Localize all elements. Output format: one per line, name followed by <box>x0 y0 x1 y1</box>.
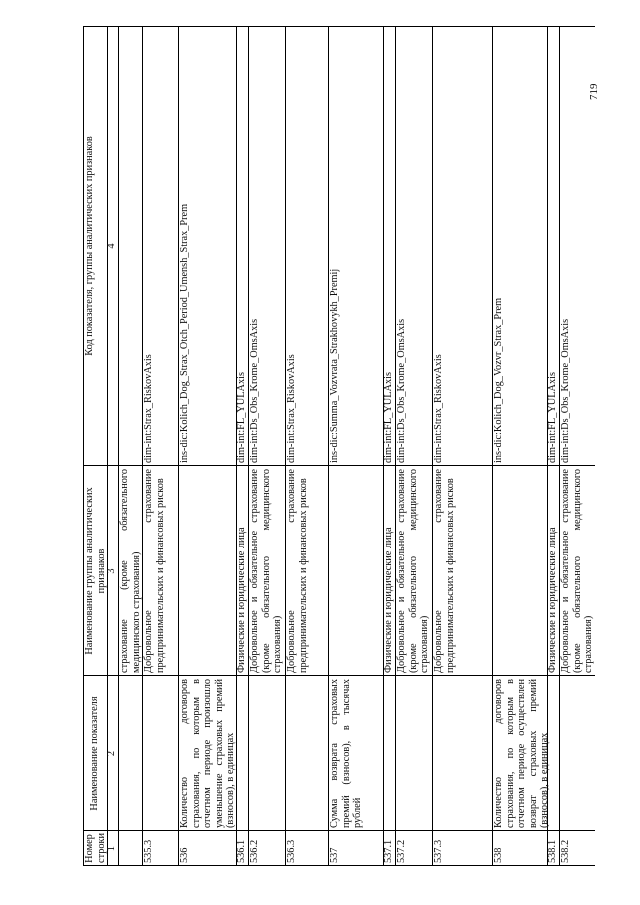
header-indicator-name: Наименование показателя <box>89 696 100 811</box>
group-name: Добровольное страхование предпринимательских и финансовых рисков <box>433 469 456 673</box>
group-name: страхование (кроме обязательного медицинского страхования) <box>119 469 142 673</box>
row-number: 536.1 <box>236 839 247 863</box>
column-number-2: 2 <box>106 750 117 757</box>
group-name: Физические и юридические лица <box>236 527 247 673</box>
column-number-4: 4 <box>106 243 117 249</box>
group-name: Добровольное и обязательное страхование (кроме обязательного медицинского страхования) <box>560 469 594 673</box>
table-row <box>118 26 143 866</box>
indicator-code: dim-int:FL_YULAxis <box>547 372 558 463</box>
row-number: 538.1 <box>547 839 558 863</box>
header-row-number: Номер строки <box>84 832 107 863</box>
column-border <box>83 26 595 27</box>
indicator-table <box>83 26 595 866</box>
indicator-code: ins-dic:Summa_Vozvrata_Strakhovykh_Premij <box>329 268 340 463</box>
indicator-name <box>142 676 178 831</box>
table-row <box>142 26 179 866</box>
indicator-name <box>383 676 395 831</box>
group-name: Добровольное страхование предпринимательских и финансовых рисков <box>286 469 309 673</box>
indicator-code: ins-dic:Kolich_Dog_Vozvr_Strax_Prem <box>493 297 504 463</box>
group-name <box>492 466 547 676</box>
indicator-name <box>559 676 595 831</box>
indicator-code: dim-int:Ds_Obs_Krome_OmsAxis <box>249 318 260 463</box>
indicator-code: dim-int:FL_YULAxis <box>236 372 247 463</box>
table-row <box>395 26 433 866</box>
group-name <box>178 466 236 676</box>
indicator-name <box>395 676 432 831</box>
column-number-1: 1 <box>106 845 117 852</box>
indicator-code: ins-dic:Kolich_Dog_Strax_Otch_Period_Umensh_Strax_Prem <box>179 203 190 463</box>
table-top-border <box>83 26 84 866</box>
indicator-code: dim-int:Strax_RiskovAxis <box>286 354 297 463</box>
row-number: 535.3 <box>143 839 154 863</box>
table-row <box>559 26 595 866</box>
indicator-name <box>118 676 142 831</box>
group-name: Добровольное и обязательное страхование (кроме обязательного медицинского страхования) <box>249 469 283 673</box>
row-number: 536.3 <box>286 839 297 863</box>
row-number: 536.2 <box>249 839 260 863</box>
indicator-name <box>236 676 248 831</box>
indicator-code: dim-int:Ds_Obs_Krome_OmsAxis <box>560 318 571 463</box>
row-number: 538.2 <box>560 839 571 863</box>
indicator-name <box>547 676 559 831</box>
table-row <box>432 26 493 866</box>
table-row <box>328 26 384 866</box>
row-number: 537 <box>329 847 340 863</box>
group-name: Физические и юридические лица <box>547 527 558 673</box>
header-group-name: Наименование группы аналитических признаков <box>84 487 107 655</box>
indicator-code <box>118 26 142 466</box>
group-name <box>328 466 383 676</box>
table-rotation-frame <box>83 26 595 866</box>
table-header-row <box>83 26 108 866</box>
row-number: 537.3 <box>433 839 444 863</box>
indicator-name: Количество договоров страхования, по которым в отчетном периоде произошло уменьшение страховых премий (взносов), в единицах <box>179 679 236 828</box>
row-number <box>118 831 142 866</box>
column-border <box>83 675 595 676</box>
page-number: 719 <box>588 83 600 100</box>
column-number-3: 3 <box>106 568 117 574</box>
indicator-name <box>248 676 285 831</box>
indicator-code: dim-int:Strax_RiskovAxis <box>433 354 444 463</box>
indicator-code: dim-int:FL_YULAxis <box>383 372 394 463</box>
table-row <box>492 26 548 866</box>
indicator-name <box>432 676 492 831</box>
row-number: 538 <box>493 847 504 863</box>
table-row <box>178 26 237 866</box>
row-number: 537.1 <box>383 839 394 863</box>
group-name: Добровольное и обязательное страхование (кроме обязательного медицинского страхования) <box>396 469 430 673</box>
table-row <box>285 26 329 866</box>
column-border <box>83 465 595 466</box>
row-number: 536 <box>179 847 190 863</box>
column-border <box>83 865 595 866</box>
indicator-name: Количество договоров страхования, по которым в отчетном периоде осуществлен возврат страховых премий (взносов), в единицах <box>493 679 550 828</box>
table-row <box>248 26 286 866</box>
header-code: Код показателя, группы аналитических признаков <box>84 136 95 356</box>
indicator-name: Сумма возврата страховых премий (взносов), в тысячах рублей <box>329 679 363 828</box>
indicator-name <box>285 676 328 831</box>
group-name: Физические и юридические лица <box>383 527 394 673</box>
indicator-code: dim-int:Ds_Obs_Krome_OmsAxis <box>396 318 407 463</box>
indicator-code: dim-int:Strax_RiskovAxis <box>143 354 154 463</box>
group-name: Добровольное страхование предпринимательских и финансовых рисков <box>143 469 166 673</box>
row-number: 537.2 <box>396 839 407 863</box>
column-border <box>83 830 595 831</box>
